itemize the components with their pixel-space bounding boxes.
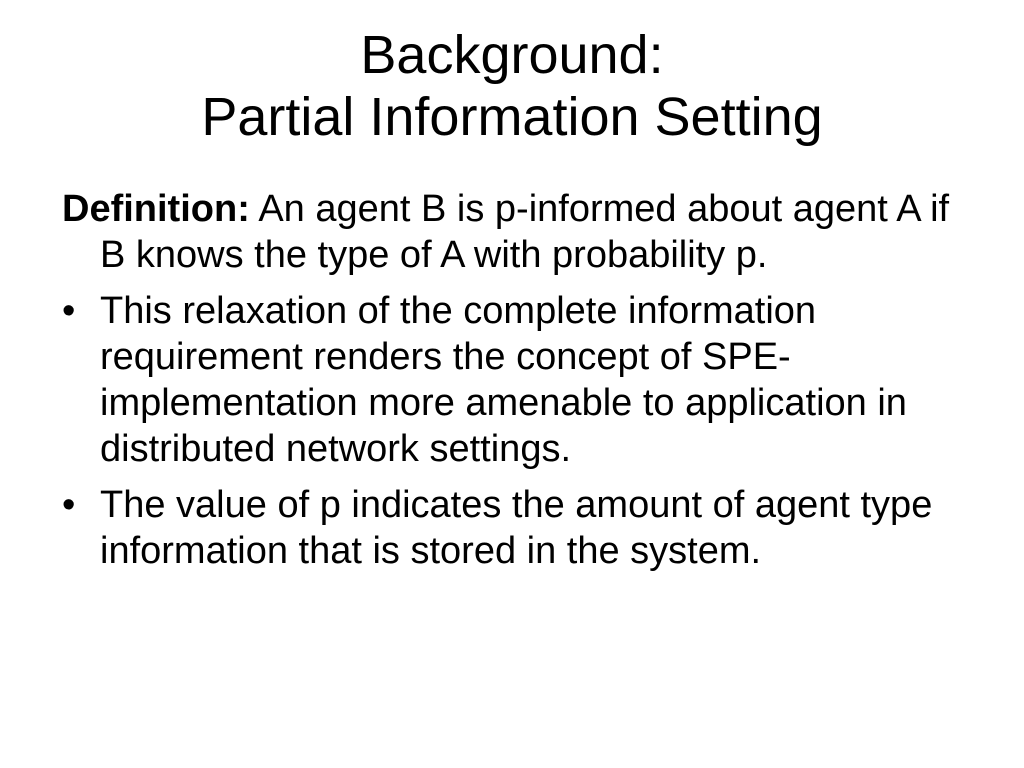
slide-body xyxy=(62,186,982,584)
bullet-marker: • xyxy=(62,290,76,332)
definition-label: Definition: xyxy=(62,188,250,230)
title-line-2: Partial Information Setting xyxy=(201,87,823,147)
bullet-text: The value of p indicates the amount of agent type information that is stored in the system. xyxy=(100,484,933,572)
definition-text: An agent B is p-informed about agent A if B knows the type of A with probability p. xyxy=(100,188,950,276)
bullet-marker: • xyxy=(62,484,76,526)
slide-title xyxy=(0,24,1024,148)
bullet-item-2 xyxy=(62,482,982,574)
definition-paragraph xyxy=(62,186,982,278)
bullet-text: This relaxation of the complete information requirement renders the concept of SPE-implementation more amenable to application in distributed network settings. xyxy=(100,290,907,470)
bullet-item-1 xyxy=(62,288,982,472)
title-line-1: Background: xyxy=(360,25,664,85)
